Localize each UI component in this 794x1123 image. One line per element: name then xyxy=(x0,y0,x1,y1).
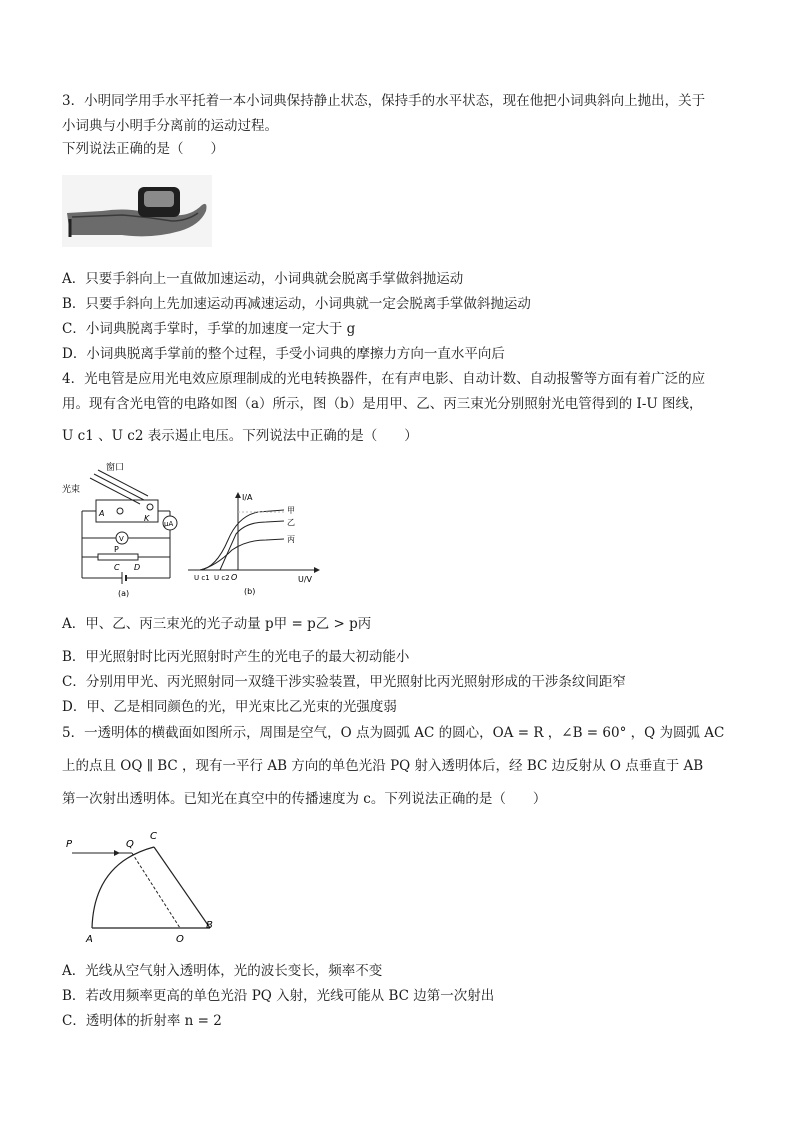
q4-option-a: A．甲、乙、丙三束光的光子动量 p甲 = p乙 > p丙 xyxy=(62,616,372,632)
iu-graph-b xyxy=(186,490,326,600)
q4-stem-line2: 用。现有含光电管的电路如图（a）所示，图（b）是用甲、乙、丙三束光分别照射光电管得到的 I-U 图线， xyxy=(62,396,703,412)
slider-p-label: P xyxy=(114,545,119,554)
point-b-label: B xyxy=(206,920,213,931)
q3-stem-line3: 下列说法正确的是（ ） xyxy=(62,141,224,157)
point-q-label: Q xyxy=(126,839,134,850)
curve-bing-label: 丙 xyxy=(287,535,295,544)
point-a-label: A xyxy=(86,934,93,945)
q4-option-b: B．甲光照射时比丙光照射时产生的光电子的最大初动能小 xyxy=(62,649,410,665)
window-label: 窗口 xyxy=(106,463,125,473)
q5-stem-line2: 上的点且 OQ ∥ BC ，现有一平行 AB 方向的单色光沿 PQ 射入透明体后，经 BC 边反射从 O 点垂直于 AB xyxy=(62,758,704,774)
q4-option-d: D．甲、乙是相同颜色的光，甲光束比乙光束的光强度弱 xyxy=(62,699,397,715)
point-d-label: D xyxy=(134,563,141,572)
curve-yi-label: 乙 xyxy=(287,518,295,527)
q3-option-a: A．只要手斜向上一直做加速运动，小词典就会脱离手掌做斜抛运动 xyxy=(62,271,464,287)
circuit-diagram-a xyxy=(62,460,192,600)
x-axis-label: U/V xyxy=(298,575,313,584)
y-axis-label: I/A xyxy=(242,493,253,502)
point-o-label: O xyxy=(176,934,184,945)
q4-stem-line3: U c1 、U c2 表示遏止电压。下列说法中正确的是（ ） xyxy=(62,428,418,444)
voltmeter-label: V xyxy=(119,535,124,543)
curve-jia-label: 甲 xyxy=(287,506,295,515)
point-c-label: C xyxy=(150,831,157,842)
q4-stem-line1: 4．光电管是应用光电效应原理制成的光电转换器件，在有声电影、自动计数、自动报警等方面有着广泛的应 xyxy=(62,371,706,387)
q5-stem-line3: 第一次射出透明体。已知光在真空中的传播速度为 c。下列说法正确的是（ ） xyxy=(62,791,547,807)
q3-option-d: D．小词典脱离手掌前的整个过程，手受小词典的摩擦力方向一直水平向后 xyxy=(62,346,505,362)
q4-option-c: C．分别用甲光、丙光照射同一双缝干涉实验装置，甲光照射比丙光照射形成的干涉条纹间距窄 xyxy=(62,674,626,690)
anode-label: A xyxy=(99,509,105,518)
fig-b-caption: (b) xyxy=(244,587,256,596)
q3-option-c: C．小词典脱离手掌时，手掌的加速度一定大于 g xyxy=(62,321,356,337)
point-p-label: P xyxy=(66,839,73,850)
q5-stem-line1: 5．一透明体的横截面如图所示，周围是空气，O 点为圆弧 AC 的圆心，OA = R ，∠B = 60° ，Q 为圆弧 AC xyxy=(62,725,725,741)
q5-option-a: A．光线从空气射入透明体，光的波长变长，频率不变 xyxy=(62,963,383,979)
hand-dictionary-figure xyxy=(62,175,212,247)
fig-a-caption: (a) xyxy=(118,589,130,598)
q5-option-b: B．若改用频率更高的单色光沿 PQ 入射，光线可能从 BC 边第一次射出 xyxy=(62,988,495,1004)
uc2-label: U c2 xyxy=(214,574,230,582)
q3-stem-line2: 小词典与小明手分离前的运动过程。 xyxy=(62,118,278,134)
optics-figure xyxy=(62,825,232,950)
cathode-label: K xyxy=(144,514,150,523)
origin-label: O xyxy=(231,573,238,582)
point-c-label: C xyxy=(114,563,120,572)
beam-label: 光束 xyxy=(62,485,81,495)
microammeter-label: μA xyxy=(164,520,174,528)
q5-option-c: C．透明体的折射率 n = 2 xyxy=(62,1013,222,1029)
uc1-label: U c1 xyxy=(194,574,210,582)
q3-stem-line1: 3．小明同学用手水平托着一本小词典保持静止状态，保持手的水平状态，现在他把小词典斜向上抛出，关于 xyxy=(62,93,706,109)
q3-option-b: B．只要手斜向上先加速运动再减速运动，小词典就一定会脱离手掌做斜抛运动 xyxy=(62,296,531,312)
